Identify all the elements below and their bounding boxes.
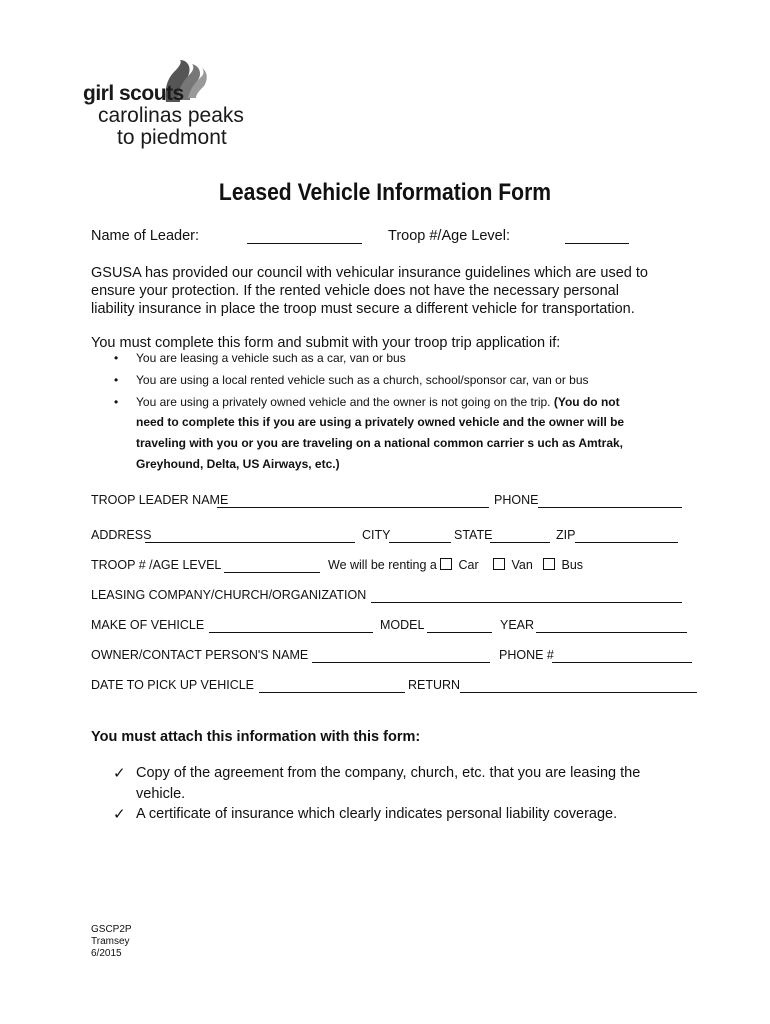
troop-age-field[interactable] [565, 243, 629, 244]
van-option[interactable] [490, 558, 533, 572]
zip-label: ZIP [556, 528, 576, 542]
leasing-company-field[interactable] [371, 602, 682, 603]
make-field[interactable] [209, 632, 373, 633]
checkmark-icon: ✓ [113, 765, 126, 782]
van-checkbox[interactable] [493, 558, 505, 570]
car-option[interactable] [437, 558, 479, 572]
year-field[interactable] [536, 632, 687, 633]
logo-text-carolinas-peaks: carolinas peaks [98, 104, 244, 127]
phone-number-label: PHONE # [499, 648, 554, 662]
phone-field[interactable] [538, 507, 682, 508]
leader-name-label: Name of Leader: [91, 228, 200, 244]
bullet-text: You are using a privately owned vehicle and the owner is not going on the trip. (You do not [136, 395, 620, 409]
leader-name-field[interactable] [247, 243, 362, 244]
attach-item-1-cont: vehicle. [136, 786, 186, 802]
attach-item-1: Copy of the agreement from the company, church, etc. that you are leasing the [136, 765, 641, 781]
city-label: CITY [362, 528, 391, 542]
bullet-icon: • [114, 351, 119, 365]
intro-paragraph [91, 264, 691, 318]
renting-label: We will be renting a [328, 558, 437, 572]
bullet-bold-line-3: Greyhound, Delta, US Airways, etc.) [136, 457, 340, 471]
bullet-text: You are using a local rented vehicle such as a church, school/sponsor car, van or bus [136, 373, 589, 387]
bullet-bold-line-2: traveling with you or you are traveling on a national common carrier s uch as Amtrak, [136, 436, 624, 450]
zip-field[interactable] [575, 542, 678, 543]
footer-code: GSCP2P [91, 924, 132, 935]
intro-line-2: ensure your protection. If the rented vehicle does not have the necessary personal [91, 283, 619, 299]
address-field[interactable] [145, 542, 355, 543]
troop-age-level-field[interactable] [224, 572, 320, 573]
bus-checkbox[interactable] [543, 558, 555, 570]
page-title: Leased Vehicle Information Form [218, 179, 552, 206]
leasing-company-label: LEASING COMPANY/CHURCH/ORGANIZATION [91, 588, 367, 602]
troop-age-level-label: TROOP # /AGE LEVEL [91, 558, 222, 572]
owner-contact-label: OWNER/CONTACT PERSON'S NAME [91, 648, 309, 662]
make-label: MAKE OF VEHICLE [91, 618, 205, 632]
logo-text-to-piedmont: to piedmont [117, 126, 227, 149]
checkmark-icon: ✓ [113, 806, 126, 823]
owner-contact-field[interactable] [312, 662, 490, 663]
attach-heading: You must attach this information with this form: [91, 729, 421, 745]
phone-number-field[interactable] [552, 662, 692, 663]
footer-date: 6/2015 [91, 948, 122, 959]
bullet-icon: • [114, 395, 119, 409]
bullet-bold-line-1: need to complete this if you are using a privately owned vehicle and the owner will be [136, 415, 625, 429]
intro-line-3: liability insurance in place the troop must secure a different vehicle for transportation. [91, 301, 635, 317]
car-checkbox[interactable] [440, 558, 452, 570]
phone-label: PHONE [494, 493, 539, 507]
troop-age-label: Troop #/Age Level: [388, 228, 510, 244]
intro-line-1: GSUSA has provided our council with vehicular insurance guidelines which are used to [91, 265, 648, 281]
bullet-text: You are leasing a vehicle such as a car, van or bus [136, 351, 406, 365]
year-label: YEAR [500, 618, 535, 632]
must-complete-text: You must complete this form and submit with your troop trip application if: [91, 335, 561, 351]
logo-text-girl-scouts: girl scouts [83, 82, 184, 105]
troop-leader-name-field[interactable] [217, 507, 489, 508]
date-pickup-label: DATE TO PICK UP VEHICLE [91, 678, 255, 692]
car-label: Car [458, 558, 479, 572]
troop-leader-name-label: TROOP LEADER NAME [91, 493, 229, 507]
attach-item-2: A certificate of insurance which clearly indicates personal liability coverage. [136, 806, 618, 822]
date-pickup-field[interactable] [259, 692, 405, 693]
address-label: ADDRESS [91, 528, 152, 542]
footer-author: Tramsey [91, 936, 130, 947]
state-label: STATE [454, 528, 493, 542]
city-field[interactable] [389, 542, 451, 543]
state-field[interactable] [490, 542, 550, 543]
model-field[interactable] [427, 632, 492, 633]
return-field[interactable] [460, 692, 697, 693]
bullet-icon: • [114, 373, 119, 387]
return-label: RETURN [408, 678, 461, 692]
van-label: Van [511, 558, 533, 572]
model-label: MODEL [380, 618, 425, 632]
bus-label: Bus [561, 558, 584, 572]
bus-option[interactable] [540, 558, 583, 572]
